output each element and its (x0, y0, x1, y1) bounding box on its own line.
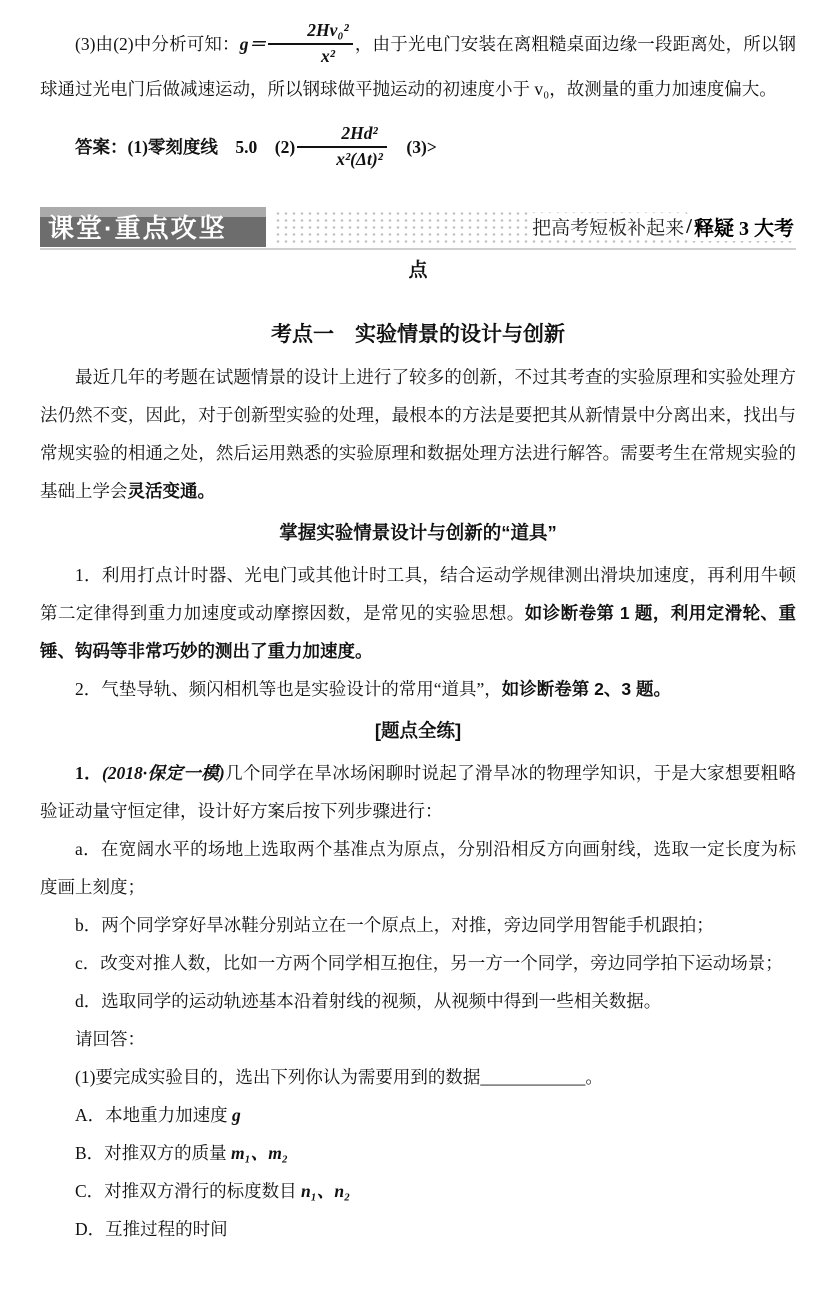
option-b-math: m₁、m₂ (231, 1142, 288, 1163)
option-a-text: A．本地重力加速度 (75, 1104, 233, 1125)
banner-tagline-bold: 释疑 3 大考 (692, 212, 796, 241)
banner-rule (40, 248, 796, 250)
question-source: (2018·保定一模) (101, 762, 225, 783)
sub-question-1: (1)要完成实验目的，选出下列你认为需要用到的数据____________。 (75, 1066, 603, 1087)
fraction-g (268, 20, 352, 68)
banner-title: 课堂·重点攻坚 (48, 213, 227, 244)
point-1-text: 1．利用打点计时器、光电门或其他计时工具，结合运动学规律测出滑块加速度，再利用牛顿第二定律得到重力加速度或动摩擦因数，是常见的实验思想。 (40, 564, 796, 623)
step-a: a．在宽阔水平的场地上选取两个基准点为原点，分别沿相反方向画射线，选取一定长度为标度画上刻度； (40, 838, 796, 897)
section-banner (40, 207, 796, 247)
question-number: 1． (75, 762, 102, 783)
option-d (40, 1210, 796, 1248)
fraction-numerator: 2Hd² (297, 123, 387, 148)
option-b-text: B．对推双方的质量 (75, 1142, 232, 1163)
step-d: d．选取同学的运动轨迹基本沿着射线的视频，从视频中得到一些相关数据。 (75, 990, 662, 1011)
solution-paragraph (40, 22, 796, 108)
solution-suffix: ，由于光电门安装在离粗糙桌面边缘一段距离处，所以钢球通过光电门后做减速运动，所以钢球做平抛运动的初速度小于 v₀，故测量的重力加速度偏大。 (40, 33, 797, 99)
banner-tagline-slash: / (686, 214, 692, 239)
question-stem-text: 几个同学在旱冰场闲聊时说起了滑旱冰的物理学知识，于是大家想要粗略验证动量守恒定律，设计好方案后按下列步骤进行： (40, 762, 797, 821)
point-2-bold: 如诊断卷第 2、3 题。 (501, 678, 671, 699)
option-b (40, 1134, 796, 1172)
banner-tagline-overflow: 点 (408, 259, 428, 281)
question-prompt: 请回答： (75, 1028, 145, 1049)
practice-label: [题点全练] (374, 719, 462, 741)
answer-line (40, 124, 796, 173)
option-a-math: g (232, 1104, 241, 1125)
answer-post: (3)> (388, 136, 437, 157)
section-heading: 考点一 实验情景的设计与创新 (271, 322, 565, 346)
solution-prefix: (3)由(2)中分析可知： (75, 33, 240, 54)
fraction-numerator: 2Hv₀² (268, 20, 352, 45)
answer-label: 答案： (75, 136, 128, 157)
option-d-text: D．互推过程的时间 (75, 1218, 228, 1239)
option-c-text: C．对推双方滑行的标度数目 (75, 1180, 302, 1201)
intro-text: 最近几年的考题在试题情景的设计上进行了较多的创新，不过其考查的实验原理和实验处理方法仍然不变，因此，对于创新型实验的处理，最根本的方法是要把其从新情景中分离出来，找出与常规实验的相通之处，然后运用熟悉的实验原理和数据处理方法进行解答。需要考生在常规实验的基础上学会 (40, 366, 796, 501)
fraction-answer (297, 123, 387, 171)
banner-tagline: 把高考短板补起来 (530, 213, 686, 240)
step-b: b．两个同学穿好旱冰鞋分别站立在一个原点上，对推，旁边同学用智能手机跟拍； (75, 914, 714, 935)
point-2 (40, 670, 796, 708)
intro-paragraph (40, 358, 796, 510)
option-c-math: n₁、n₂ (301, 1180, 351, 1201)
step-c: c．改变对推人数，比如一方两个同学相互抱住，另一方一个同学，旁边同学拍下运动场景； (75, 952, 783, 973)
banner-dotted-strip (274, 210, 796, 244)
sub-heading: 掌握实验情景设计与创新的“道具” (279, 521, 557, 543)
equation-lhs: g＝ (239, 33, 267, 54)
banner-title-block (40, 207, 266, 247)
option-a (40, 1096, 796, 1134)
intro-bold: 灵活变通。 (127, 480, 215, 501)
point-1 (40, 556, 796, 670)
option-c (40, 1172, 796, 1210)
point-1-bold: 如诊断卷第 1 题，利用定滑轮、重锤、钩码等非常巧妙的测出了重力加速度。 (40, 602, 796, 661)
point-2-text: 2．气垫导轨、频闪相机等也是实验设计的常用“道具”， (75, 678, 502, 699)
answer-pre: (1)零刻度线 5.0 (2) (127, 136, 296, 157)
fraction-denominator: x²(Δt)² (336, 148, 383, 169)
fraction-denominator: x² (320, 45, 335, 66)
question-stem (40, 754, 796, 830)
